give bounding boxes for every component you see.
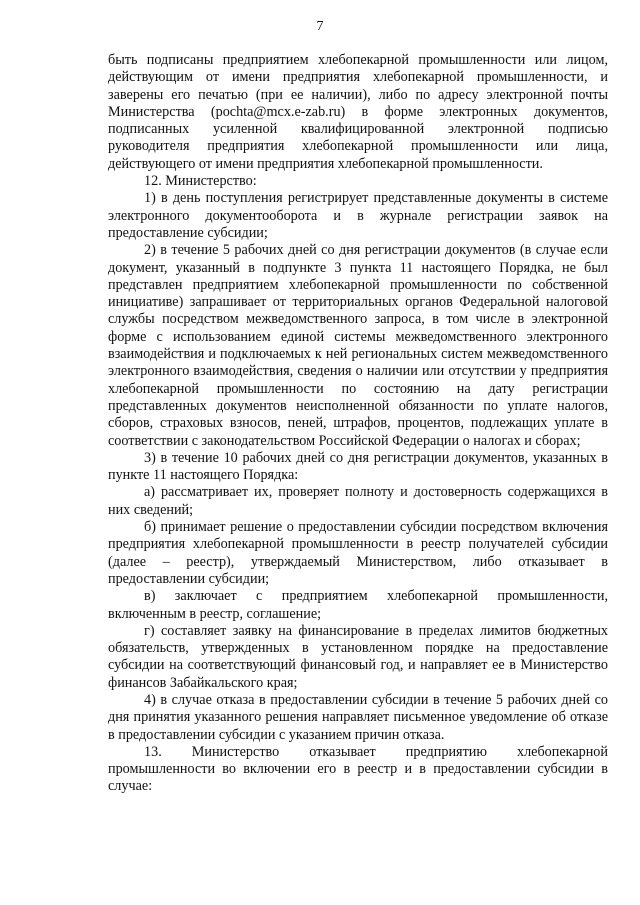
paragraph-12-3-g: г) составляет заявку на финансирование в пределах лимитов бюджетных обязательств, утвержденных в установленном порядке на предоставление субсидии на соответствующий финансовый год, и направляет ее в Министерство финансов Забайкальского края; <box>108 622 608 691</box>
paragraph-continuation: быть подписаны предприятием хлебопекарной промышленности или лицом, действующим от имени предприятия хлебопекарной промышленности, и заверены его печатью (при ее наличии), либо по адресу электронной почты Министерства (pochta@mcx.e-zab.ru) в форме электронных документов, подписанных усиленной квалифицированной электронной подписью руководителя предприятия хлебопекарной промышленности или лица, действующего от имени предприятия хлебопекарной промышленности. <box>108 52 608 172</box>
paragraph-12-3: 3) в течение 10 рабочих дней со дня регистрации документов, указанных в пункте 11 настоящего Порядка: <box>108 449 608 484</box>
paragraph-12-4: 4) в случае отказа в предоставлении субсидии в течение 5 рабочих дней со дня принятия указанного решения направляет письменное уведомление об отказе в предоставлении субсидии с указанием причин отказа. <box>108 691 608 743</box>
paragraph-12-3-a: а) рассматривает их, проверяет полноту и достоверность содержащихся в них сведений; <box>108 484 608 518</box>
paragraph-13: 13. Министерство отказывает предприятию хлебопекарной промышленности во включении его в реестр и в предоставлении субсидии в случае: <box>108 743 608 795</box>
paragraph-12-heading: 12. Министерство: <box>144 173 257 190</box>
page-number: 7 <box>316 19 324 34</box>
paragraph-12-3-v: в) заключает с предприятием хлебопекарной промышленности, включенным в реестр, соглашение; <box>108 588 608 622</box>
paragraph-12-3-b: б) принимает решение о предоставлении субсидии посредством включения предприятия хлебопекарной промышленности в реестр получателей субсидии (далее – реестр), утверждаемый Министерством, либо отказывает в предоставлении субсидии; <box>108 519 608 587</box>
paragraph-12-2: 2) в течение 5 рабочих дней со дня регистрации документов (в случае если документ, указанный в подпункте 3 пункта 11 настоящего Порядка, не был представлен предприятием хлебопекарной промышленности по собственной инициативе) запрашивает от территориальных органов Федеральной налоговой службы посредством межведомственного запроса, в том числе в электронной форме с использованием единой системы межведомственного электронного взаимодействия и подключаемых к ней региональных систем межведомственного электронного взаимодействия, сведения о наличии или отсутствии у предприятия хлебопекарной промышленности по состоянию на дату регистрации представленных документов неисполненной обязанности по уплате налогов, сборов, страховых взносов, пеней, штрафов, процентов, подлежащих уплате в соответствии с законодательством Российской Федерации о налогах и сборах; <box>108 242 608 449</box>
document-body <box>108 52 608 796</box>
paragraph-12-1: 1) в день поступления регистрирует представленные документы в системе электронного документооборота и в журнале регистрации заявок на предоставление субсидии; <box>108 190 608 241</box>
